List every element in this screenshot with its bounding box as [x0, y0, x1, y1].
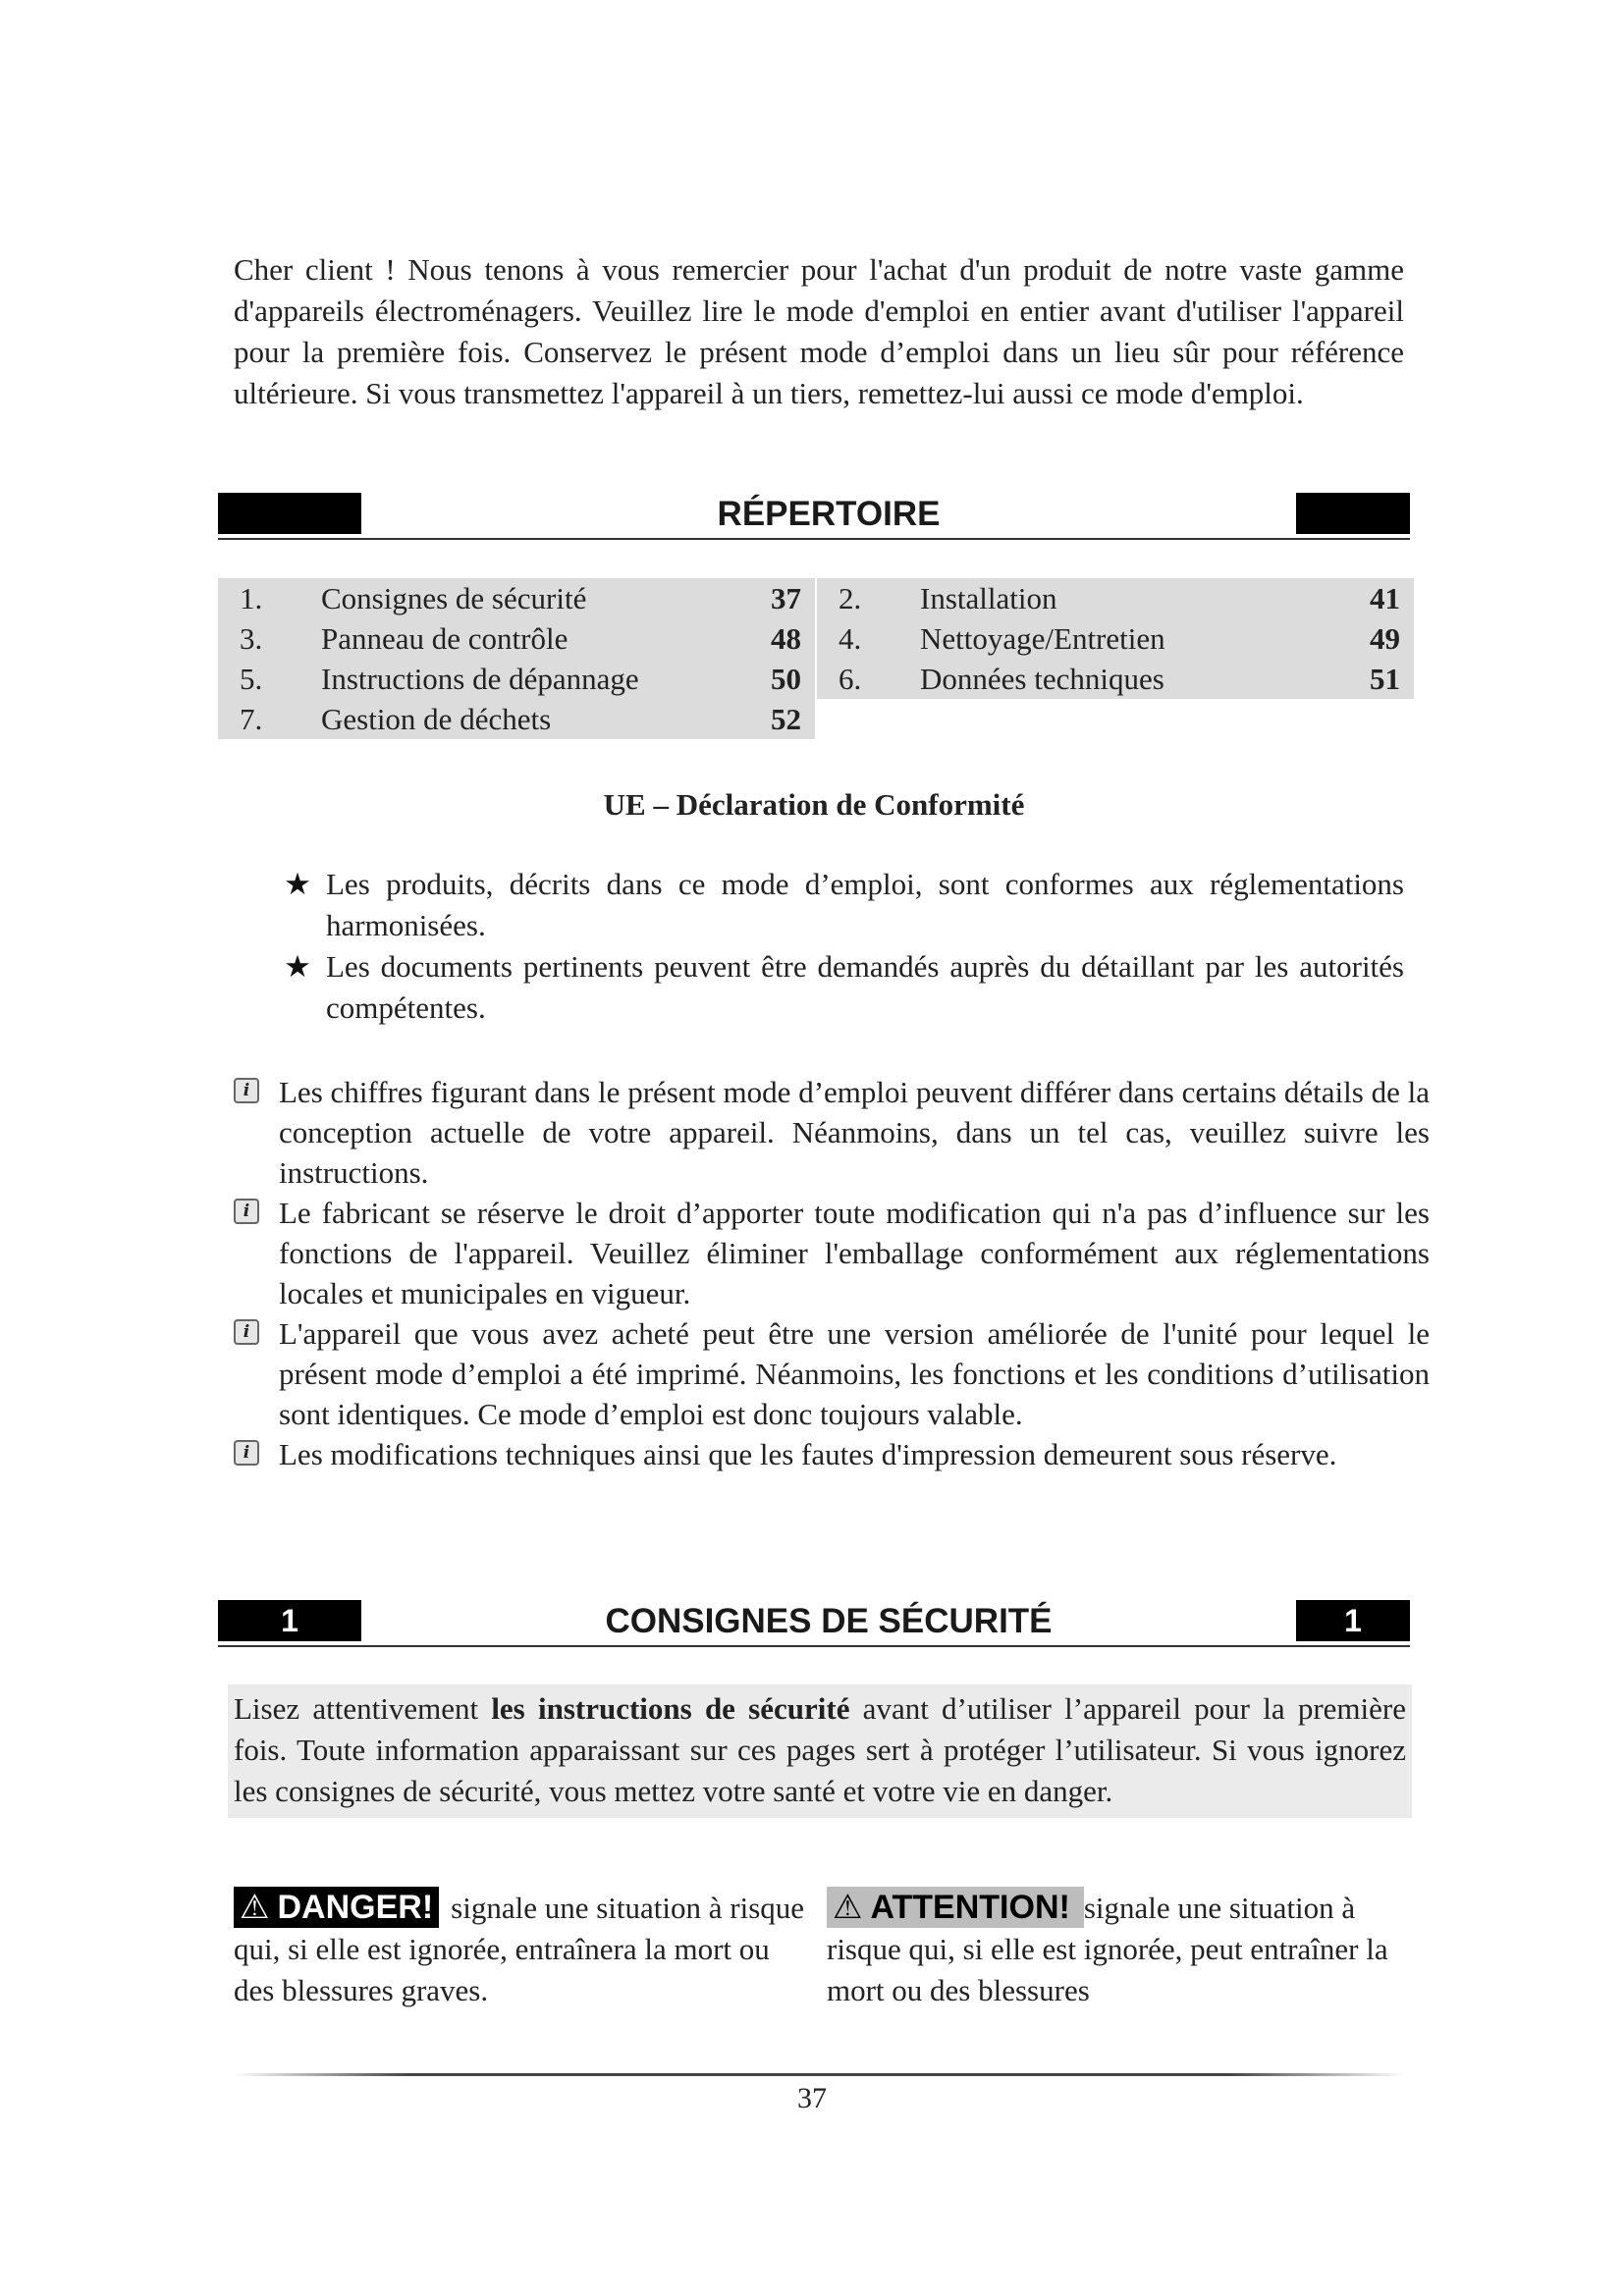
- danger-badge: [234, 1887, 439, 1928]
- info-note: [234, 1072, 1430, 1193]
- toc-left-column: [218, 578, 815, 739]
- conformity-item: [283, 864, 1404, 946]
- toc-entry-label: Instructions de dépannage: [321, 662, 639, 696]
- info-icon: i: [234, 1078, 259, 1103]
- info-note-text: Le fabricant se réserve le droit d’apporter toute modification qui n'a pas d’influence sur les fonctions de l'appareil. Veuillez éliminer l'emballage conformément aux réglementations locales et municipales en vigueur.: [279, 1196, 1430, 1310]
- toc-entry-number: 5.: [240, 662, 263, 696]
- toc-title: RÉPERTOIRE: [717, 495, 941, 533]
- info-icon: i: [234, 1199, 259, 1224]
- info-note: [234, 1434, 1430, 1474]
- toc-entry-number: 4.: [839, 621, 862, 656]
- safety-intro-bold: les instructions de sécurité: [491, 1691, 850, 1726]
- info-note: [234, 1313, 1430, 1434]
- info-icon: i: [234, 1440, 259, 1466]
- toc-entry-label: Nettoyage/Entretien: [920, 621, 1165, 656]
- section-number-right: 1: [1296, 1600, 1410, 1641]
- toc-entry-page: 49: [1370, 621, 1400, 656]
- attention-block: [827, 1887, 1406, 2011]
- star-icon: ★: [284, 949, 311, 984]
- header-block-right: [1296, 493, 1410, 534]
- toc-right-column: [817, 578, 1414, 699]
- toc-entry-page: 50: [771, 662, 801, 696]
- info-note-text: Les chiffres figurant dans le présent mode d’emploi peuvent différer dans certains détails de la conception actuelle de votre appareil. Néanmoins, dans un tel cas, veuillez suivre les instructions.: [279, 1075, 1430, 1190]
- toc-entry-label: Gestion de déchets: [321, 702, 552, 736]
- toc-entry-page: 51: [1370, 662, 1400, 696]
- safety-intro: [228, 1684, 1412, 1818]
- toc-entry-number: 2.: [839, 581, 862, 615]
- toc-entry-page: 52: [771, 702, 801, 736]
- toc-entry-page: 41: [1370, 581, 1400, 615]
- toc-entry-page: 37: [771, 581, 801, 615]
- info-note: [234, 1193, 1430, 1313]
- attention-text: signale une situation à risque qui, si elle est ignorée, peut entraîner la mort ou des blessures: [827, 1891, 1388, 2007]
- section-number-left: 1: [218, 1600, 361, 1641]
- warning-triangle-icon: ⚠: [240, 1888, 270, 1927]
- toc-entry-number: 6.: [839, 662, 862, 696]
- toc-entry: [218, 578, 815, 618]
- footer-rule: [234, 2073, 1404, 2076]
- info-note-text: Les modifications techniques ainsi que les fautes d'impression demeurent sous réserve.: [279, 1437, 1337, 1471]
- toc-entry-number: 1.: [240, 581, 263, 615]
- header-block-left: [218, 493, 361, 534]
- toc-entry-number: 7.: [240, 702, 263, 736]
- intro-paragraph: Cher client ! Nous tenons à vous remercier pour l'achat d'un produit de notre vaste gamme d'appareils électroménagers. Veuillez lire le mode d'emploi en entier avant d'utiliser l'appareil pour la première fois. Conservez le présent mode d’emploi dans un lieu sûr pour référence ultérieure. Si vous transmettez l'appareil à un tiers, remettez-lui aussi ce mode d'emploi.: [234, 252, 1404, 410]
- star-icon: ★: [284, 867, 311, 901]
- toc-entry: [817, 659, 1414, 699]
- danger-block: [234, 1887, 813, 2011]
- page-number: 37: [797, 2082, 827, 2114]
- conformity-item: [283, 946, 1404, 1029]
- toc-entry: [218, 699, 815, 739]
- warning-triangle-icon: ⚠: [833, 1888, 863, 1927]
- toc-entry: [817, 618, 1414, 659]
- info-note-text: L'appareil que vous avez acheté peut être une version améliorée de l'unité pour lequel le présent mode d’emploi a été imprimé. Néanmoins, les fonctions et les conditions d’utilisation sont identiques. Ce mode d’emploi est donc toujours valable.: [279, 1316, 1430, 1431]
- conformity-title: UE – Déclaration de Conformité: [603, 787, 1025, 822]
- toc-entry: [817, 578, 1414, 618]
- attention-badge: [827, 1887, 1084, 1928]
- section-1-title: CONSIGNES DE SÉCURITÉ: [605, 1602, 1053, 1640]
- conformity-item-text: Les produits, décrits dans ce mode d’emploi, sont conformes aux réglementations harmonisées.: [326, 867, 1404, 942]
- toc-entry: [218, 618, 815, 659]
- toc-entry-label: Consignes de sécurité: [321, 581, 587, 615]
- section-1-header: [218, 1600, 1410, 1647]
- danger-label: DANGER!: [277, 1889, 434, 1926]
- safety-intro-start: Lisez attentivement: [234, 1691, 492, 1726]
- conformity-list: [283, 864, 1404, 1029]
- toc-entry: [218, 659, 815, 699]
- toc-entry-label: Installation: [920, 581, 1057, 615]
- toc-entry-page: 48: [771, 621, 801, 656]
- toc-header: [218, 493, 1410, 540]
- attention-label: ATTENTION!: [870, 1889, 1070, 1926]
- safety-intro-end: avant d’utiliser l’appareil pour la première fois. Toute information apparaissant sur ces pages sert à protéger l’utilisateur. Si vous ignorez les consignes de sécurité, vous mettez votre santé et votre vie en danger.: [234, 1691, 1406, 1808]
- info-notes: [234, 1072, 1430, 1474]
- conformity-item-text: Les documents pertinents peuvent être demandés auprès du détaillant par les autorités compétentes.: [326, 949, 1404, 1025]
- toc-entry-label: Panneau de contrôle: [321, 621, 568, 656]
- danger-text: signale une situation à risque qui, si elle est ignorée, entraînera la mort ou des blessures graves.: [234, 1891, 805, 2007]
- toc-entry-number: 3.: [240, 621, 263, 656]
- info-icon: i: [234, 1319, 259, 1345]
- toc-entry-label: Données techniques: [920, 662, 1164, 696]
